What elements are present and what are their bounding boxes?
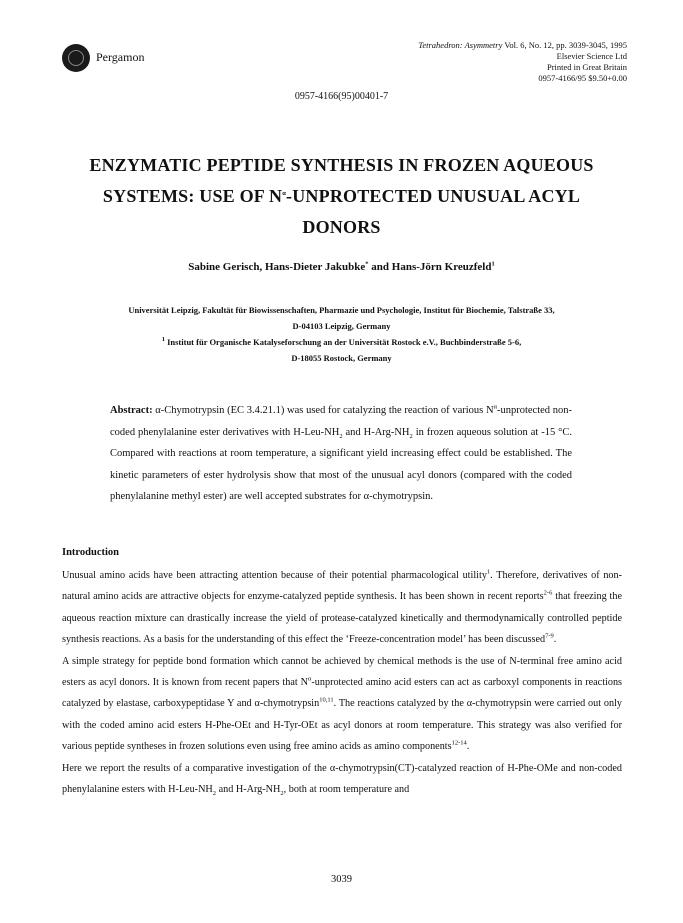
abstract-text-2: -unprotected non-coded phenylalanine ester derivatives with H-Leu-NH <box>110 405 573 438</box>
section-heading-introduction: Introduction <box>62 547 119 558</box>
intro-paragraph-2 <box>62 651 622 758</box>
p3-text-a: Here we report the results of a comparative investigation of the α-chymotrypsin(CT)-catalyzed reaction of H-Phe-OMe and non-coded phenylalanine esters with H-Leu-NH <box>62 762 622 796</box>
p3-sub-1: 2 <box>212 790 217 798</box>
abstract-sub-1: 2 <box>339 432 343 440</box>
affiliation-2-city: D-18055 Rostock, Germany <box>291 353 392 363</box>
abstract-sub-2: 2 <box>409 432 413 440</box>
journal-details: Vol. 6, No. 12, pp. 3039-3045, 1995 <box>504 40 627 50</box>
abstract-text-4: in frozen aqueous solution at -15 °C. Compared with reactions at room temperature, a significant yield increasing effect could be established. The kinetic parameters of ester hydrolysis show that most of the unusual acyl donors (compared with the coded phenylalanine methyl ester) are well accepted substrates for α-chymotrypsin. <box>110 426 572 502</box>
publisher-name: Pergamon <box>96 50 145 64</box>
pergamon-logo <box>62 44 90 72</box>
p1-text-b: . Therefore, derivatives of non-natural amino acids are attractive objects for enzyme-catalyzed peptide synthesis. It has been shown in recent reports <box>62 570 622 603</box>
p2-text-d: . <box>466 741 470 753</box>
p1-text-d: . <box>553 634 557 646</box>
p1-text-a: Unusual amino acids have been attracting attention because of their potential pharmacological utility <box>62 570 487 581</box>
p1-ref-2: 2-6 <box>543 590 553 598</box>
affiliations <box>60 302 623 366</box>
title-sup: α <box>282 190 287 197</box>
abstract-sup: α <box>493 403 497 411</box>
journal-info <box>418 40 627 84</box>
p1-ref-3: 7-9 <box>545 632 554 640</box>
introduction-body <box>62 565 622 800</box>
p2-sup-alpha: α <box>307 675 312 683</box>
title-line-2-b: -UNPROTECTED UNUSUAL ACYL <box>286 186 581 206</box>
p2-ref-1: 10,11 <box>319 697 334 705</box>
journal-name: Tetrahedron: Asymmetry <box>418 40 503 50</box>
title-line-1: ENZYMATIC PEPTIDE SYNTHESIS IN FROZEN AQUEOUS <box>89 155 594 175</box>
intro-paragraph-1 <box>62 565 622 651</box>
abstract-text-1: α-Chymotrypsin (EC 3.4.21.1) was used for catalyzing the reaction of various N <box>152 405 494 416</box>
journal-issn-line: 0957-4166/95 $9.50+0.00 <box>538 73 627 83</box>
author-1-mark: * <box>365 260 369 268</box>
p3-text-b: and H-Arg-NH <box>216 784 281 796</box>
author-2: and Hans-Jörn Kreuzfeld <box>368 261 492 273</box>
doi-line: 0957-4166(95)00401-7 <box>294 91 389 102</box>
p1-ref-1: 1 <box>486 568 491 576</box>
affiliation-2 <box>60 334 623 350</box>
journal-citation <box>418 40 627 51</box>
page-number: 3039 <box>331 874 352 885</box>
p2-text-b: -unprotected amino acid esters can act as carboxyl components in reactions catalyzed by elastase, carboxypeptidase Y and α-chymotrypsin <box>62 677 623 710</box>
intro-paragraph-3 <box>62 758 622 801</box>
abstract-label: Abstract: <box>110 405 153 416</box>
affiliation-1-city: D-04103 Leipzig, Germany <box>292 321 391 331</box>
title-line-2-a: SYSTEMS: USE OF N <box>102 186 283 206</box>
paper-title <box>60 150 623 243</box>
author-list <box>0 261 683 273</box>
affiliation-2-mark: 1 <box>161 336 165 344</box>
p2-text-c: . The reactions catalyzed by the α-chymotrypsin were carried out only with the coded amino acid esters H-Phe-OEt and H-Tyr-OEt as acyl donors at room temperature. This strategy was also verified for various peptide syntheses in frozen solutions even using free amino acids as amino components <box>62 698 622 753</box>
abstract-text-3: and H-Arg-NH <box>342 426 410 438</box>
title-line-3: DONORS <box>302 217 381 237</box>
affiliation-2-text: Institut für Organische Katalyseforschung an der Universität Rostock e.V., Buchbinderstraße 5-6, <box>164 337 522 347</box>
affiliation-1: Universität Leipzig, Fakultät für Biowissenschaften, Pharmazie und Psychologie, Institut für Biochemie, Talstraße 33, <box>128 305 555 315</box>
p2-ref-2: 12-14 <box>451 739 467 747</box>
p1-text-c: that freezing the aqueous reaction mixture can drastically increase the yield of protease-catalyzed kinetically and thermodynamically controlled peptide synthesis reactions. As a basis for the understanding of this effect the ‘Freeze-concentration model’ has been discussed <box>62 591 622 646</box>
abstract <box>110 400 572 508</box>
author-2-mark: 1 <box>491 260 495 268</box>
p3-text-c: , both at room temperature and <box>283 784 410 796</box>
title-line-2 <box>60 181 623 212</box>
p3-sub-2: 2 <box>280 790 284 798</box>
journal-publisher-line: Elsevier Science Ltd <box>556 51 627 61</box>
journal-printed-line: Printed in Great Britain <box>546 62 627 72</box>
p2-text-a: A simple strategy for peptide bond formation which cannot be achieved by chemical methods is the use of N-terminal free amino acid esters as acyl donors. It is known from recent papers that N <box>62 655 622 689</box>
author-1: Sabine Gerisch, Hans-Dieter Jakubke <box>188 261 366 273</box>
